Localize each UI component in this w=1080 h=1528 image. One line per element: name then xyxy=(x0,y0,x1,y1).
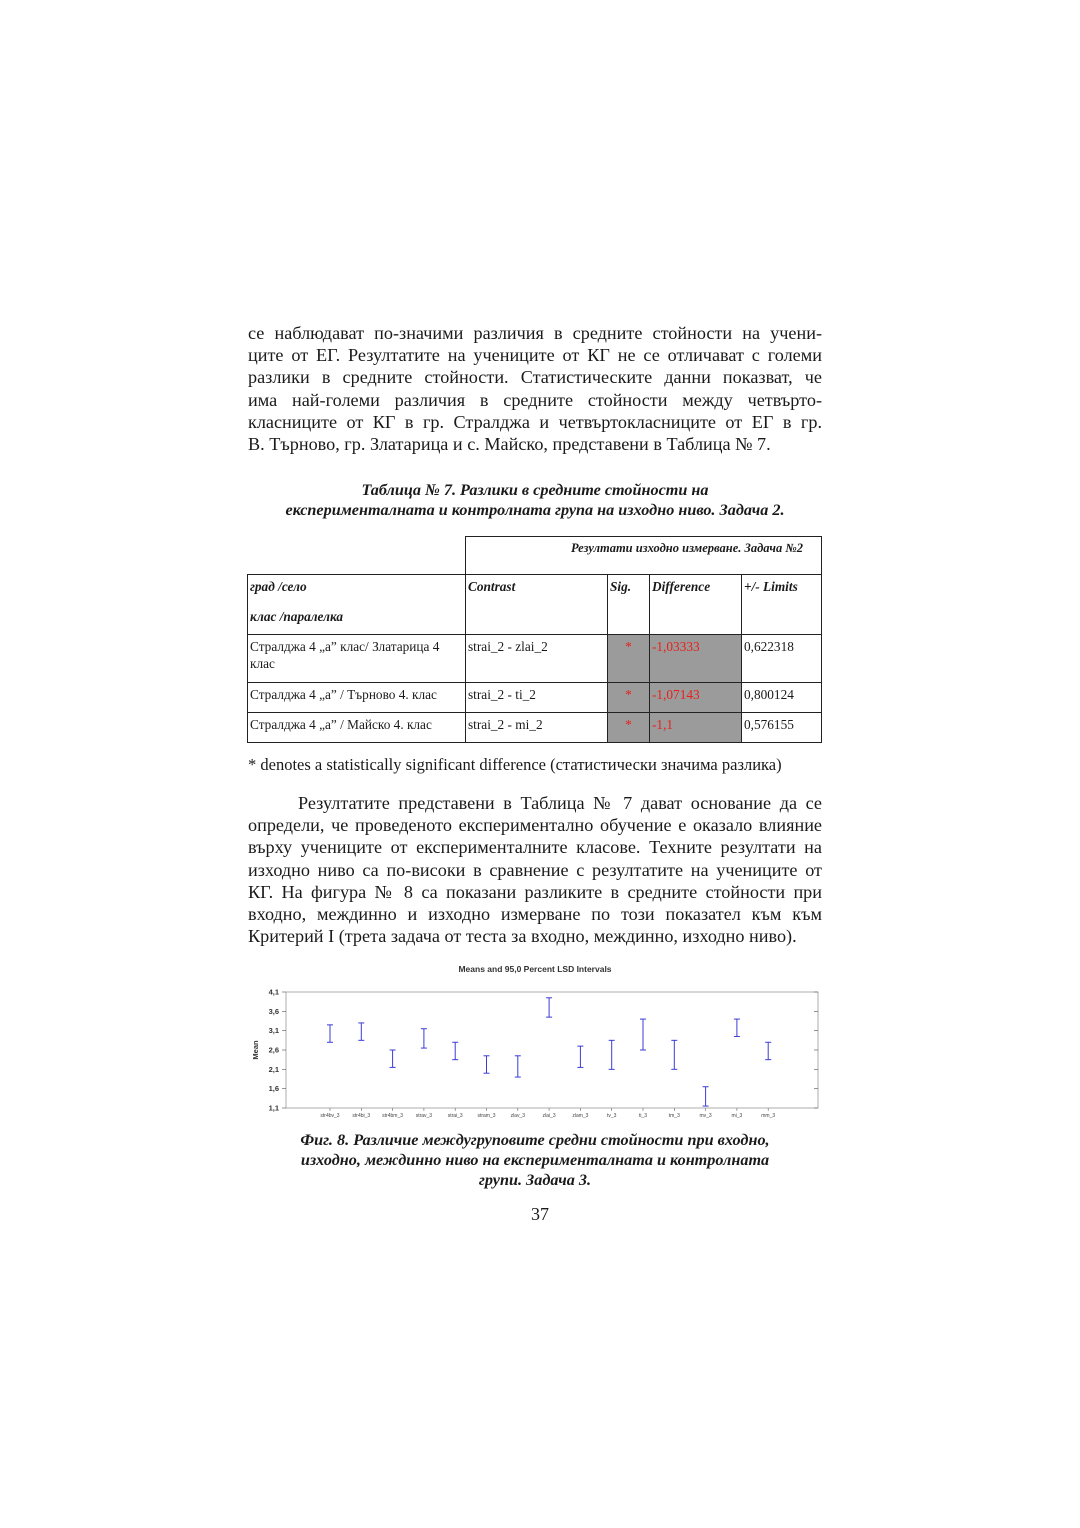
row-label: Стралджа 4 „а” / Търново 4. клас xyxy=(248,683,466,713)
row-contrast: strai_2 - mi_2 xyxy=(466,713,608,743)
paragraph-line: КГ. На фигура № 8 са показани разликите в средните стойности при xyxy=(248,881,822,902)
table-group-header-row xyxy=(248,537,822,575)
x-tick-label: tv_3 xyxy=(606,1113,617,1119)
row-header-line-2: клас /паралелка xyxy=(250,609,344,624)
row-sig: * xyxy=(608,713,650,743)
row-contrast: strai_2 - zlai_2 xyxy=(466,635,608,683)
x-tick-label: tm_3 xyxy=(668,1113,680,1119)
x-tick-label: stram_3 xyxy=(477,1113,496,1119)
paragraph-line: входно, междинно и изходно измерване по този показател към към xyxy=(248,904,822,925)
x-tick-label: strav_3 xyxy=(415,1113,433,1119)
plot-frame xyxy=(286,992,818,1108)
figure-caption-line-1: Фиг. 8. Различие междугруповите средни стойности при входно, xyxy=(300,1131,770,1149)
paragraph-line: класниците от КГ в гр. Стралджа и четвъртокласниците от ЕГ в гр. xyxy=(248,411,822,432)
y-tick-label: 2,6 xyxy=(268,1045,279,1055)
table-group-header: Резултати изходно измерване. Задача №2 xyxy=(466,537,822,575)
row-sig: * xyxy=(608,635,650,683)
paragraph-line: има най-големи различия в средните стойности между четвърто- xyxy=(248,389,822,410)
row-limits: 0,800124 xyxy=(742,683,822,713)
row-difference: -1,1 xyxy=(650,713,742,743)
paragraph-1 xyxy=(248,322,822,455)
paragraph-line: се наблюдават по-значими различия в средните стойности на учени- xyxy=(248,323,822,343)
row-contrast: strai_2 - ti_2 xyxy=(466,683,608,713)
row-difference: -1,07143 xyxy=(650,683,742,713)
row-limits: 0,622318 xyxy=(742,635,822,683)
figure-caption-line-2: изходно, междинно ниво на експерименталната и контролната xyxy=(300,1151,770,1169)
paragraph-line: изходно ниво са по-високи в сравнение с резултатите на учениците от xyxy=(248,859,822,880)
x-tick-label: zlav_3 xyxy=(510,1113,526,1119)
paragraph-2 xyxy=(248,792,822,947)
table-row xyxy=(248,635,822,683)
table-caption-line-1: Таблица № 7. Разлики в средните стойности на xyxy=(361,481,709,499)
chart-y-axis-label: Mean xyxy=(251,1040,260,1060)
y-tick-label: 3,6 xyxy=(268,1006,279,1016)
figure-caption xyxy=(200,1130,870,1190)
column-header-contrast: Contrast xyxy=(466,575,608,635)
means-chart xyxy=(246,958,824,1126)
column-header-difference: Difference xyxy=(650,575,742,635)
x-tick-label: ti_3 xyxy=(638,1113,648,1119)
y-tick-label: 1,1 xyxy=(268,1103,279,1113)
x-tick-label: mv_3 xyxy=(699,1113,712,1119)
table-column-header-row xyxy=(248,575,822,635)
paragraph-line: разлики в средните стойности. Статистическите данни показват, че xyxy=(248,367,822,388)
paragraph-line: В. Търново, гр. Златарица и с. Майско, представени в Таблица № 7. xyxy=(248,434,771,455)
paragraph-line: върху учениците от експерименталните класове. Техните резултати на xyxy=(248,837,822,858)
table-row-header xyxy=(248,575,466,635)
table-empty-corner xyxy=(248,537,466,575)
y-tick-label: 1,6 xyxy=(268,1084,279,1094)
row-header-line-1: град /село xyxy=(250,579,307,594)
x-tick-label: strai_3 xyxy=(447,1113,463,1119)
row-difference: -1,03333 xyxy=(650,635,742,683)
table-caption xyxy=(200,480,870,520)
table-row xyxy=(248,713,822,743)
results-table xyxy=(247,536,822,743)
paragraph-line: Критерий І (трета задача от теста за входно, междинно, изходно ниво). xyxy=(248,926,797,947)
x-tick-label: str4bv_3 xyxy=(320,1113,340,1119)
row-label: Стралджа 4 „а” клас/ Златарица 4 клас xyxy=(248,635,466,683)
row-sig: * xyxy=(608,683,650,713)
chart-plot-area xyxy=(269,988,818,1120)
paragraph-line: определи, че проведеното експериментално обучение е оказало влияние xyxy=(248,815,822,836)
table-row xyxy=(248,683,822,713)
page-number: 37 xyxy=(531,1204,549,1224)
figure-caption-line-3: групи. Задача 3. xyxy=(478,1171,592,1189)
x-tick-label: zlai_3 xyxy=(542,1113,556,1119)
y-tick-label: 2,1 xyxy=(268,1064,279,1074)
x-tick-label: zlam_3 xyxy=(572,1113,589,1119)
column-header-limits: +/- Limits xyxy=(742,575,822,635)
paragraph-line: Резултатите представени в Таблица № 7 дават основание да се xyxy=(298,793,822,813)
y-tick-label: 3,1 xyxy=(268,1026,279,1036)
table-caption-line-2: експерименталната и контролната група на изходно ниво. Задача 2. xyxy=(285,501,785,519)
x-tick-label: str4bm_3 xyxy=(382,1113,404,1119)
y-tick-label: 4,1 xyxy=(268,987,279,997)
row-limits: 0,576155 xyxy=(742,713,822,743)
chart-svg xyxy=(246,958,824,1126)
x-tick-label: mi_3 xyxy=(731,1113,743,1119)
x-tick-label: str4bi_3 xyxy=(352,1113,371,1119)
chart-title: Means and 95,0 Percent LSD Intervals xyxy=(458,964,612,974)
paragraph-line: ците от ЕГ. Резултатите на учениците от КГ не се отличават с големи xyxy=(248,345,822,366)
x-tick-label: mm_3 xyxy=(761,1113,776,1119)
column-header-sig: Sig. xyxy=(608,575,650,635)
row-label: Стралджа 4 „а” / Майско 4. клас xyxy=(248,713,466,743)
table-footnote: * denotes a statistically significant difference (статистически значима разлика) xyxy=(248,755,782,774)
